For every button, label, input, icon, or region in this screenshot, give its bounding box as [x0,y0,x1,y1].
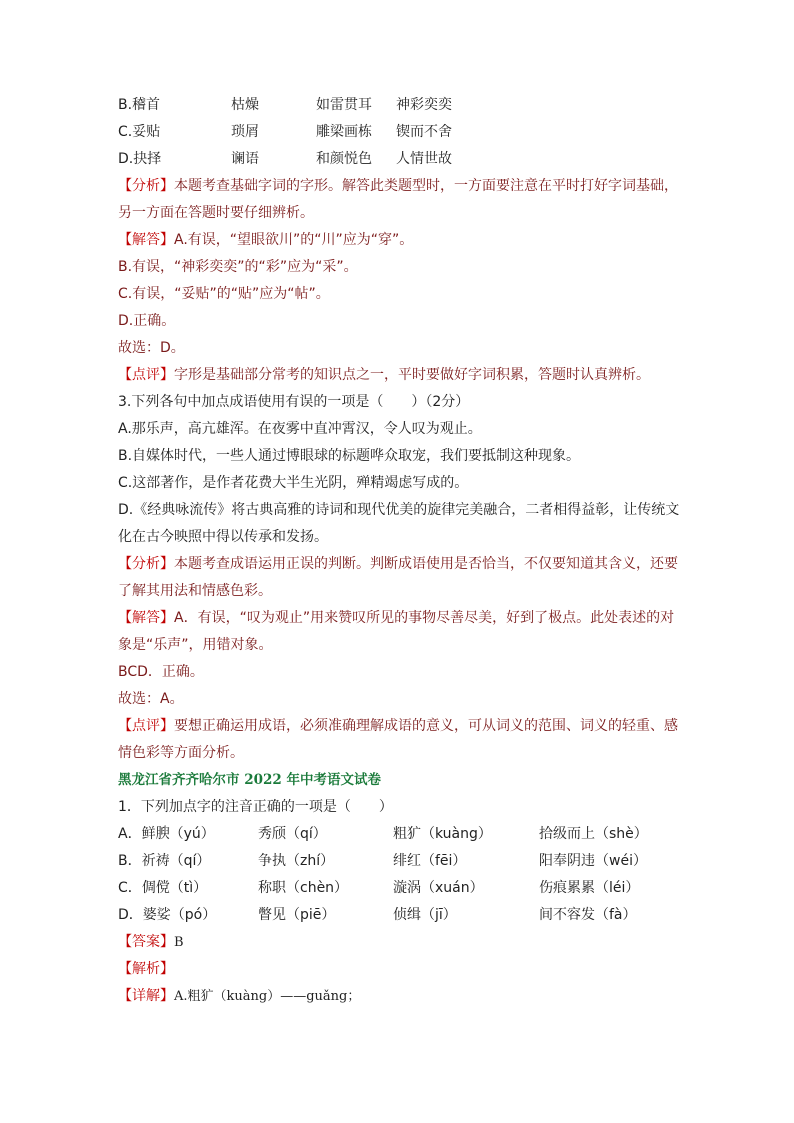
analysis-tag: 【分析】 [118,556,174,572]
option-word-2: 雕梁画栋 [316,124,372,140]
s1-answer [118,929,678,956]
q3-option-a: A.那乐声，高亢雄浑。在夜雾中直冲霄汉，令人叹为观止。 [118,421,482,437]
comment-text: 字形是基础部分常考的知识点之一，平时要做好字词积累，答题时认真辨析。 [174,367,650,383]
detail-text: A.粗犷（kuàng）——guǎng； [174,989,361,1004]
s1-option-b [118,848,678,875]
q3-option-d: D.《经典咏流传》将古典高雅的诗词和现代优美的旋律完美融合，二者相得益彰，让传统文 [118,502,680,518]
q3-comment [118,713,678,740]
s1-option-c [118,875,678,902]
answer-value: B [174,935,184,950]
option-word-3: 锲而不舍 [396,124,452,140]
s1-stem: 1．下列加点字的注音正确的一项是（ ） [118,799,393,815]
answer-tag: 【解答】 [118,232,174,248]
pinyin-item: 称职（chèn） [258,880,349,896]
q2-answer [118,227,678,254]
option-word-2: 如雷贯耳 [316,97,372,113]
q3-analysis [118,551,678,578]
pinyin-item: C．倜傥（tì） [118,880,208,896]
pinyin-item: B．祈祷（qí） [118,853,211,869]
answer-tag: 【答案】 [118,934,174,950]
q3-analysis-cont: 了解其用法和情感色彩。 [118,583,272,599]
pinyin-item: 争执（zhí） [258,853,335,869]
q3-option-b: B.自媒体时代，一些人通过博眼球的标题哗众取宠，我们要抵制这种现象。 [118,448,581,464]
pinyin-item: 秀颀（qí） [258,826,327,842]
option-word-1: 谰语 [231,151,259,167]
pinyin-item: D．婆娑（pó） [118,907,217,923]
answer-tag: 【解答】 [118,610,174,626]
q2-analysis-cont: 另一方面在答题时要仔细辨析。 [118,205,314,221]
pinyin-item: 伤痕累累（léi） [539,880,640,896]
q2-choice: 故选：D。 [118,340,185,356]
s1-option-d [118,902,678,929]
detail-tag: 【详解】 [118,988,174,1004]
pinyin-item: 绯红（fēi） [393,853,467,869]
q2-answer-c: C.有误，“妥贴”的“贴”应为“帖”。 [118,286,330,302]
s1-option-a [118,821,678,848]
parse-tag: 【解析】 [118,961,174,977]
option-word-3: 神彩奕奕 [396,97,452,113]
answer-text: A.有误，“望眼欲川”的“川”应为“穿”。 [174,232,414,248]
q3-stem: 3.下列各句中加点成语使用有误的一项是（ ）（2分） [118,394,470,410]
q2-option-d [118,146,678,173]
q2-comment [118,362,678,389]
s1-parse [118,956,678,983]
q2-answer-b: B.有误，“神彩奕奕”的“彩”应为“采”。 [118,259,358,275]
option-label: C.妥贴 [118,124,161,140]
pinyin-item: 拾级而上（shè） [539,826,648,842]
option-word-3: 人情世故 [396,151,452,167]
q2-analysis [118,173,678,200]
q3-answer-bcd: BCD．正确。 [118,664,204,680]
option-word-2: 和颜悦色 [316,151,372,167]
analysis-text: 本题考查成语运用正误的判断。判断成语使用是否恰当，不仅要知道其含义，还要 [174,556,678,572]
option-word-1: 琐屑 [231,124,259,140]
document-page [118,92,678,1010]
q3-answer-cont: 象是“乐声”，用错对象。 [118,637,273,653]
pinyin-item: 侦缉（jī） [393,907,457,923]
option-label: B.稽首 [118,97,161,113]
q3-option-d-cont: 化在古今映照中得以传承和发扬。 [118,529,328,545]
pinyin-item: 阳奉阴违（wéi） [539,853,647,869]
pinyin-item: 漩涡（xuán） [393,880,484,896]
q3-comment-cont: 情色彩等方面分析。 [118,745,244,761]
pinyin-item: 粗犷（kuàng） [393,826,492,842]
section-heading: 黑龙江省齐齐哈尔市 2022 年中考语文试卷 [118,772,381,788]
q2-option-c [118,119,678,146]
q2-answer-d: D.正确。 [118,313,176,329]
q3-choice: 故选：A。 [118,691,184,707]
pinyin-item: 瞥见（piē） [258,907,336,923]
s1-detail [118,983,678,1010]
q3-answer [118,605,678,632]
comment-tag: 【点评】 [118,367,174,383]
analysis-text: 本题考查基础字词的字形。解答此类题型时，一方面要注意在平时打好字词基础， [174,178,678,194]
q3-option-c: C.这部著作，是作者花费大半生光阴，殚精竭虑写成的。 [118,475,469,491]
option-word-1: 枯燥 [231,97,259,113]
analysis-tag: 【分析】 [118,178,174,194]
q2-option-b [118,92,678,119]
option-label: D.抉择 [118,151,162,167]
pinyin-item: 间不容发（fà） [539,907,637,923]
comment-text: 要想正确运用成语，必须准确理解成语的意义，可从词义的范围、词义的轻重、感 [174,718,678,734]
answer-text: A．有误，“叹为观止”用来赞叹所见的事物尽善尽美，好到了极点。此处表述的对 [174,610,675,626]
comment-tag: 【点评】 [118,718,174,734]
pinyin-item: A．鲜腴（yú） [118,826,215,842]
